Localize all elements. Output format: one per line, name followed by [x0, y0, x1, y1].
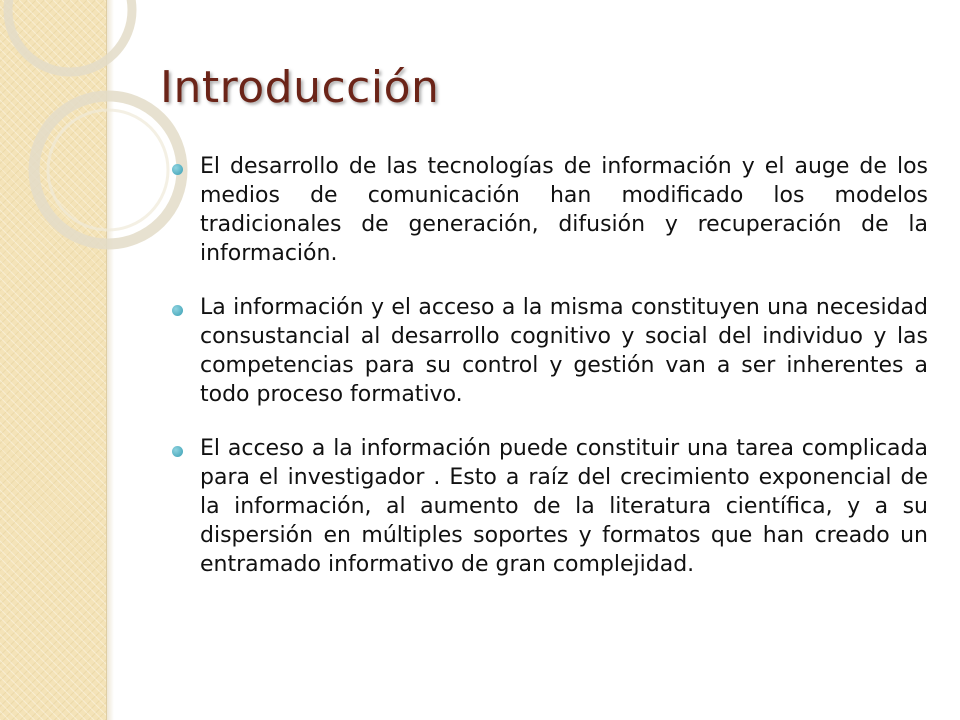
bullet-text: El acceso a la información puede constituir una tarea complicada para el investigador . Esto a raíz del crecimiento exponencial de la información, al aumento de la literatura científica, y a su dispersión en múltiples soportes y formatos que han creado un entramado informativo de gran complejidad.: [200, 436, 928, 577]
bullet-icon: [172, 164, 183, 175]
bullet-item: [168, 293, 928, 409]
lower-ring-inner: [48, 110, 168, 230]
bullet-item: [168, 152, 928, 268]
bullet-icon: [172, 446, 183, 457]
lower-ring: [34, 96, 182, 244]
bullet-text: La información y el acceso a la misma constituyen una necesidad consustancial al desarrollo cognitivo y social del individuo y las competencias para su control y gestión van a ser inherentes a todo proceso formativo.: [200, 295, 928, 407]
slide-title: Introducción: [160, 62, 440, 113]
bullet-list: [168, 152, 928, 604]
bullet-icon: [172, 305, 183, 316]
bullet-item: [168, 434, 928, 579]
bullet-text: El desarrollo de las tecnologías de información y el auge de los medios de comunicación han modificado los modelos tradicionales de generación, difusión y recuperación de la información.: [200, 154, 928, 266]
top-ring: [8, 0, 132, 72]
